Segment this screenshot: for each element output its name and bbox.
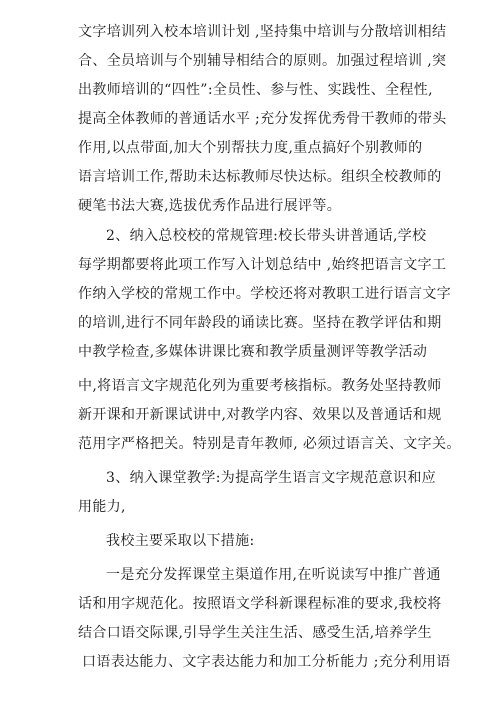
paragraph-line: 我校主要采取以下措施: [106,533,255,549]
paragraph-line: 3、纳入课堂教学:为提高学生语言文字规范意识和应 [106,470,437,486]
paragraph-line: 作纳入学校的常规工作中。学校还将对教职工进行语言文字 [78,286,452,302]
paragraph-line: 范用字严格把关。特别是青年教师, 必须过语言关、文字关。 [78,436,461,452]
paragraph-line: 的培训,进行不同年龄段的诵读比赛。坚持在教学评估和期 [78,315,442,331]
paragraph-line: 一是充分发挥课堂主渠道作用,在听说读写中推广普通 [106,567,441,583]
paragraph-line: 话和用字规范化。按照语文学科新课程标准的要求,我校将 [78,596,442,612]
paragraph-line: 结合口语交际课,引导学生关注生活、感受生活,培养学生 [78,625,432,641]
paragraph-line: 用能力, [78,499,126,515]
paragraph-line: 作用,以点带面,加大个别帮扶力度,重点搞好个别教师的 [78,140,423,156]
paragraph-line: 提高全体教师的普通话水平 ;充分发挥优秀骨干教师的带头 [78,111,447,127]
paragraph-line: 口语表达能力、文字表达能力和加工分析能力 ;充分利用语 [82,654,451,670]
paragraph-line: 中,将语言文字规范化列为重要考核指标。教务处坚持教师 [78,378,442,394]
paragraph-line: 每学期都要将此项工作写入计划总结中 ,始终把语言文字工 [78,257,447,273]
paragraph-line: 出教师培训的“四性”:全员性、参与性、实践性、全程性, [78,82,433,98]
paragraph-line: 硬笔书法大赛,选拔优秀作品进行展评等。 [78,198,342,214]
paragraph-line: 2、纳入总校校的常规管理:校长带头讲普通话,学校 [106,228,427,244]
paragraph-line: 语言培训工作,帮助未达标教师尽快达标。组织全校教师的 [78,169,442,185]
paragraph-line: 新开课和开新课试讲中,对教学内容、效果以及普通话和规 [78,407,442,423]
paragraph-line: 合、全员培训与个别辅导相结合的原则。加强过程培训 ,突 [78,53,447,69]
paragraph-line: 中教学检查,多媒体讲课比赛和教学质量测评等教学活动 [78,344,428,360]
paragraph-line: 文字培训列入校本培训计划 ,坚持集中培训与分散培训相结 [78,24,447,40]
